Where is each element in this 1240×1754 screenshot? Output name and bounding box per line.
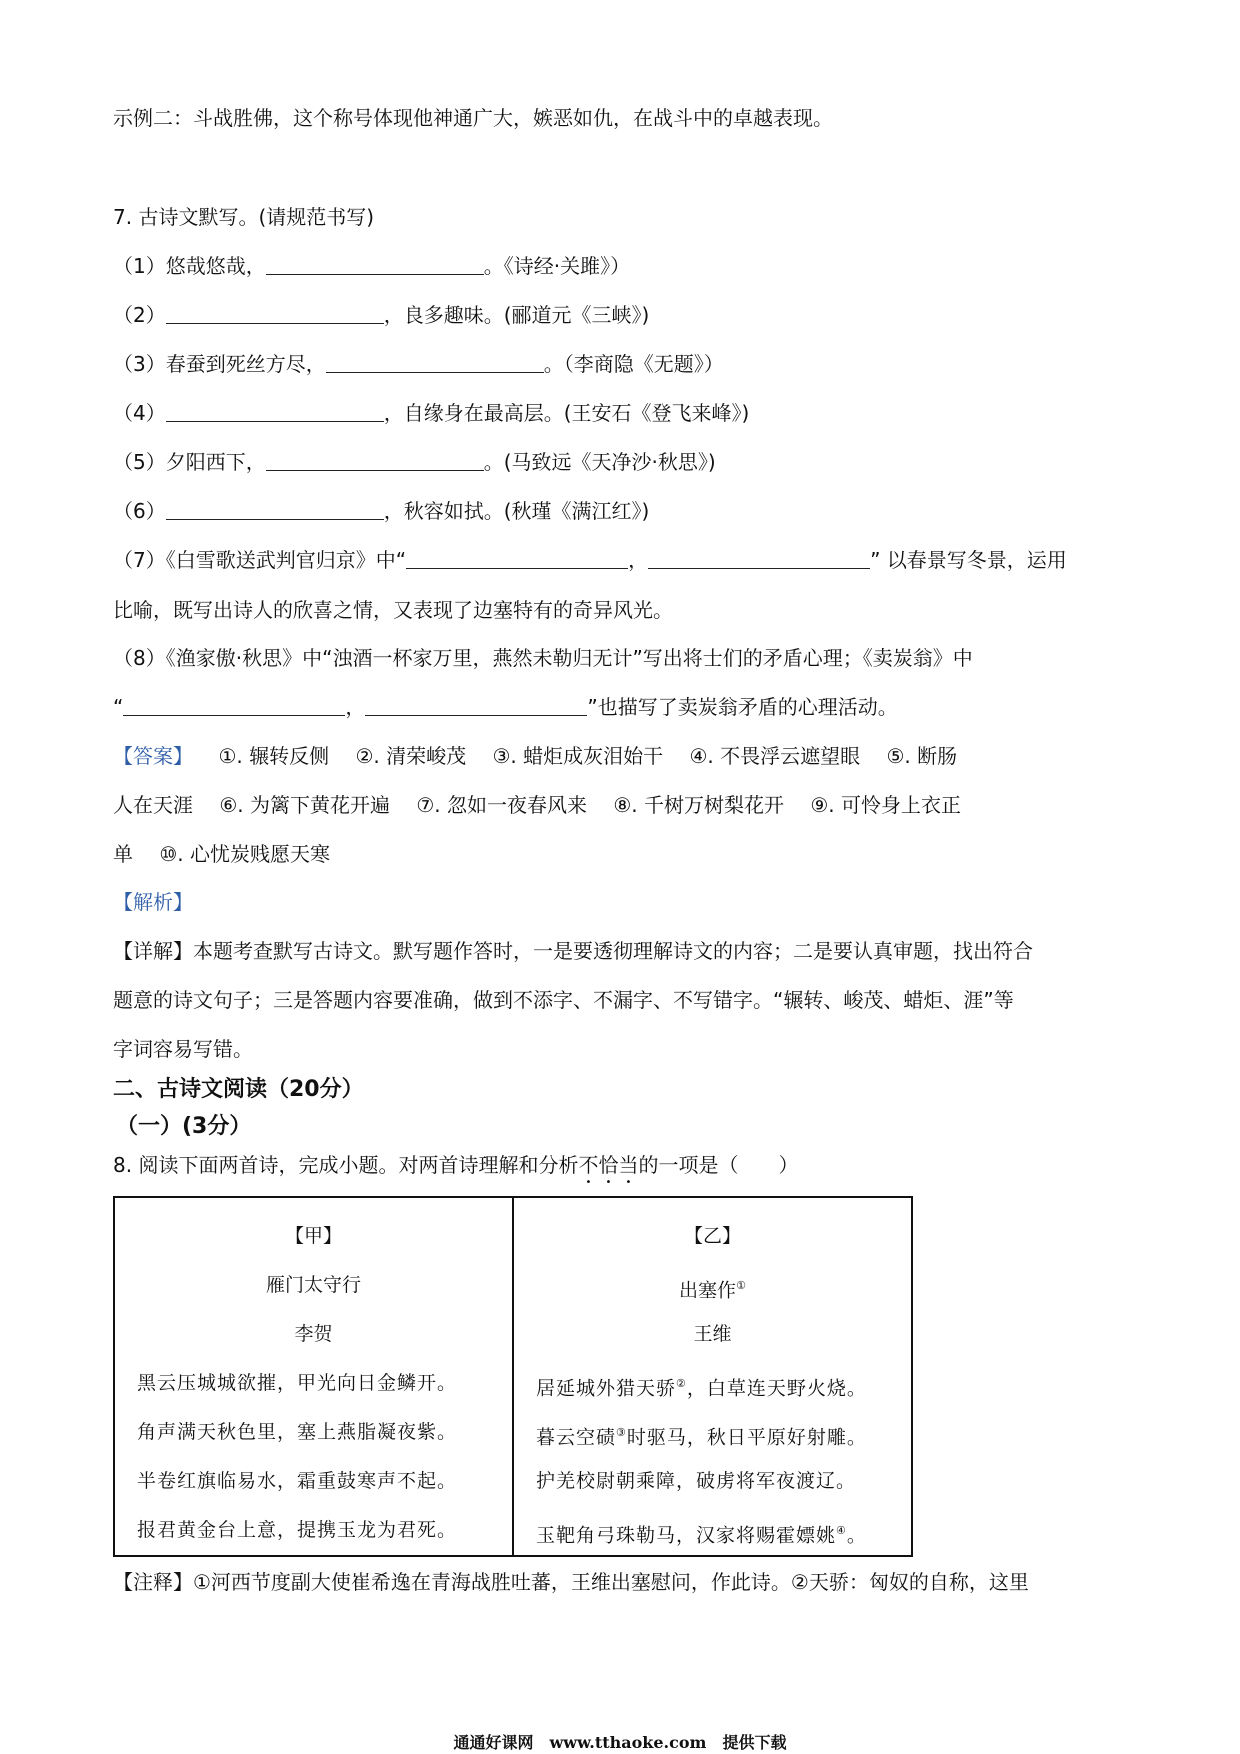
detail-line-1: 【详解】本题考查默写古诗文。默写题作答时，一是要透彻理解诗文的内容；二是要认真审题，找出符合	[113, 939, 1033, 963]
q7-item-8-line2	[113, 692, 898, 722]
q8-stem-suffix: 的一项是（ ）	[638, 1153, 799, 1177]
answer-blank	[266, 252, 484, 275]
poem-jia-tag: 【甲】	[284, 1225, 342, 1247]
note-marker: ④	[836, 1524, 847, 1537]
answer-blank	[166, 399, 384, 422]
poem-yi-line-1	[536, 1359, 889, 1408]
q7-item-8-suffix: ”也描写了卖炭翁矛盾的心理活动。	[587, 695, 898, 719]
answer-blank	[406, 546, 628, 569]
page-footer: 通通好课网 www.tthaoke.com 提供下载	[453, 1733, 787, 1752]
answer-label: 【答案】	[113, 744, 193, 768]
note-marker: ②	[676, 1377, 687, 1390]
poem-yi-author: 王维	[693, 1323, 732, 1345]
q7-item-5-suffix: 。(马致远《天净沙·秋思》)	[483, 450, 716, 474]
q7-item-5	[113, 447, 716, 477]
q7-item-6-prefix: （6）	[113, 499, 166, 523]
q7-item-4-suffix: ，自缘身在最高层。(王安石《登飞来峰》)	[383, 401, 750, 425]
q7-item-7-prefix: （7）《白雪歌送武判官归京》中“	[113, 548, 407, 572]
q7-item-8-comma: ，	[345, 695, 366, 719]
q7-item-1-suffix: 。《诗经·关雎》）	[483, 254, 631, 278]
notes-line: 【注释】①河西节度副大使崔希逸在青海战胜吐蕃，王维出塞慰问，作此诗。②天骄：匈奴的自称，这里	[113, 1570, 1029, 1594]
q7-item-6	[113, 496, 649, 526]
answer-blank	[648, 546, 870, 569]
poem-jia-author: 李贺	[294, 1323, 333, 1345]
q7-item-3	[113, 349, 724, 379]
q8-stem-prefix: 8. 阅读下面两首诗，完成小题。对两首诗理解和分析	[113, 1153, 579, 1177]
answer-line-1	[113, 741, 957, 771]
detail-line-3: 字词容易写错。	[113, 1037, 253, 1061]
poem-yi-line-2a: 暮云空碛	[536, 1426, 617, 1449]
q7-item-2	[113, 300, 649, 330]
poem-yi-line-3: 护羌校尉朝乘障，破虏将军夜渡辽。	[536, 1470, 857, 1492]
q7-item-8-line1: （8）《渔家傲·秋思》中“浊酒一杯家万里，燕然未勒归无计”写出将士们的矛盾心理；《卖炭翁》中	[113, 646, 973, 670]
poems-table	[113, 1196, 913, 1557]
example-two-text: 示例二：斗战胜佛，这个称号体现他神通广大，嫉恶如仇，在战斗中的卓越表现。	[113, 106, 833, 130]
poem-jia-line-3: 半卷红旗临易水，霜重鼓寒声不起。	[137, 1470, 458, 1492]
poem-yi-line-2	[536, 1408, 889, 1457]
poem-jia-line-2: 角声满天秋色里，塞上燕脂凝夜紫。	[137, 1421, 458, 1443]
q7-item-2-prefix: （2）	[113, 303, 166, 327]
answer-blank	[166, 497, 384, 520]
answer-line-2: 人在天涯 ⑥. 为篱下黄花开遍 ⑦. 忽如一夜春风来 ⑧. 千树万树梨花开 ⑨. 可怜身上衣正	[113, 793, 962, 817]
question-7-title: 7. 古诗文默写。(请规范书写)	[113, 205, 375, 229]
poem-yi-line-1b: ，白草连天野火烧。	[686, 1377, 867, 1400]
subsection-heading: （一）(3分）	[116, 1114, 252, 1139]
q7-item-3-suffix: 。（李商隐《无题》）	[543, 352, 724, 376]
poem-yi-title: 出塞作	[679, 1279, 737, 1302]
note-marker: ③	[616, 1426, 627, 1439]
poem-yi-line-4a: 玉靶角弓珠勒马，汉家将赐霍嫖姚	[536, 1524, 837, 1547]
poem-jia-cell	[114, 1197, 513, 1556]
answer-blank	[166, 301, 384, 324]
answer-blank	[326, 350, 544, 373]
poem-yi-title-row	[536, 1261, 889, 1310]
detail-line-2: 题意的诗文句子；三是答题内容要准确，做到不添字、不漏字、不写错字。“辗转、峻茂、蜡炬、涯”等	[113, 988, 1014, 1012]
poem-jia-line-1: 黑云压城城欲摧，甲光向日金鳞开。	[137, 1372, 458, 1394]
answer-text-1: ①. 辗转反侧 ②. 清荣峻茂 ③. 蜡炬成灰泪始干 ④. 不畏浮云遮望眼 ⑤. 断肠	[218, 744, 958, 768]
poem-yi-line-1a: 居延城外猎天骄	[536, 1377, 677, 1400]
q7-item-7-comma: ，	[628, 548, 649, 572]
q7-item-7	[113, 545, 1067, 575]
q7-item-3-prefix: （3）春蚕到死丝方尽，	[113, 352, 326, 376]
q7-item-1	[113, 251, 630, 281]
poem-jia-title: 雁门太守行	[265, 1274, 361, 1296]
poem-yi-line-4b: 。	[846, 1524, 867, 1547]
answer-line-3: 单 ⑩. 心忧炭贱愿天寒	[113, 842, 331, 866]
poem-yi-line-2b: 时驱马，秋日平原好射雕。	[626, 1426, 867, 1449]
section-heading: 二、古诗文阅读（20分）	[113, 1077, 364, 1102]
q7-item-1-prefix: （1）悠哉悠哉，	[113, 254, 266, 278]
q7-item-5-prefix: （5）夕阳西下，	[113, 450, 266, 474]
q7-item-6-suffix: ，秋容如拭。(秋瑾《满江红》)	[383, 499, 650, 523]
answer-blank	[266, 448, 484, 471]
poem-jia-line-4: 报君黄金台上意，提携玉龙为君死。	[137, 1519, 458, 1541]
poem-yi-title-note: ①	[736, 1279, 746, 1292]
q8-emphasized-words: 不恰当	[578, 1153, 639, 1177]
poem-yi-line-4	[536, 1506, 889, 1555]
question-8-stem	[113, 1150, 798, 1188]
q7-item-7-suffix: ” 以春景写冬景，运用	[870, 548, 1067, 572]
analysis-label: 【解析】	[113, 890, 193, 914]
q7-item-2-suffix: ，良多趣味。(郦道元《三峡》)	[383, 303, 650, 327]
q7-item-4	[113, 398, 749, 428]
answer-blank	[365, 693, 587, 716]
q7-item-7-line2: 比喻，既写出诗人的欣喜之情，又表现了边塞特有的奇异风光。	[113, 598, 673, 622]
answer-blank	[123, 693, 345, 716]
q7-item-4-prefix: （4）	[113, 401, 166, 425]
q7-item-8-open-quote: “	[113, 695, 124, 719]
poem-yi-tag: 【乙】	[683, 1225, 741, 1247]
poem-yi-cell	[513, 1197, 912, 1556]
